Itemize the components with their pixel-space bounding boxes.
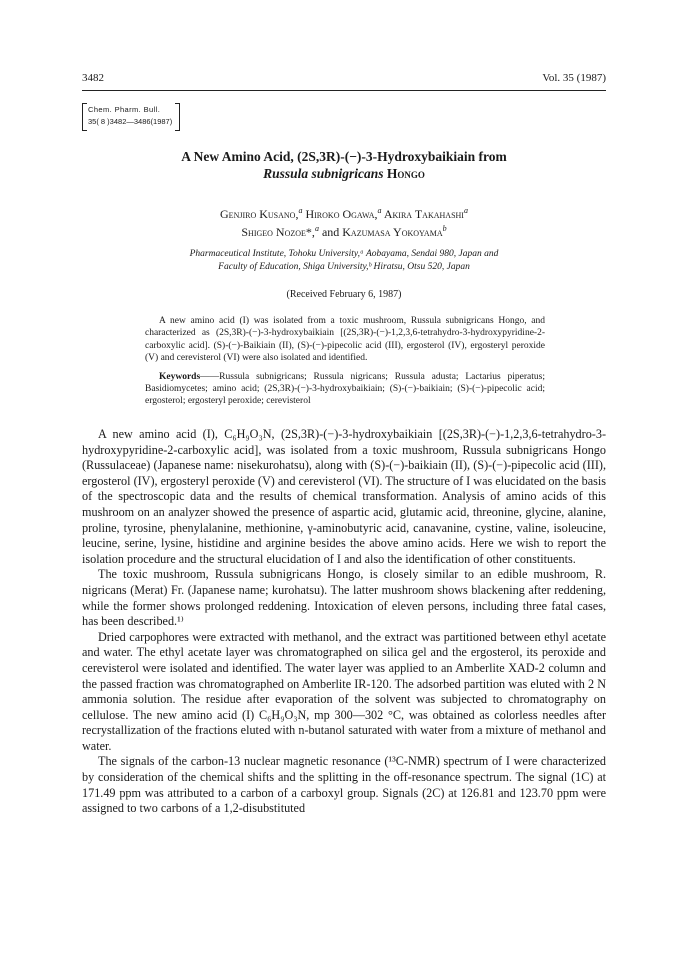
author-nozoe: Shigeo Nozoe*, — [241, 225, 315, 239]
body-paragraph-1: A new amino acid (I), C₆H₉O₃N, (2S,3R)-(−)-3-hydroxybaikiain [(2S,3R)-(−)-1,2,3,6-tetrahydro-3-hydroxypyridine-2-carboxylic acid], was isolated from a toxic mushroom, Russula subnigricans Hongo (Russulaceae) (Japanese name: nisekurohatsu), along with (S)-(−)-baikiain (II), (S)-(−)-pipecolic acid (III), ergosterol (IV), ergosteryl peroxide (V) and cerevisterol (VI). The structure of I was elucidated on the basis of the spectroscopic data and the results of chemical transformation. Analysis of amino acids of this mushroom on an analyzer showed the presence of aspartic acid, glutamic acid, threonine, glycine, alanine, proline, tyrosine, phenylalanine, methionine, γ-aminobutyric acid, canavanine, cystine, valine, isoleucine, leucine, serine, lysine, histidine and arginine besides the above amino acids. Here we wish to report the isolation procedure and the structural elucidation of I and also the identification of other constituents. — [82, 427, 606, 566]
author-list — [82, 205, 606, 241]
title-line-2 — [82, 165, 606, 182]
authors-line-2 — [82, 223, 606, 241]
author-takahashi-affil: a — [463, 206, 468, 215]
body-paragraph-4: The signals of the carbon-13 nuclear magnetic resonance (¹³C-NMR) spectrum of I were characterized by consideration of the chemical shifts and the splitting in the off-resonance spectrum. The signal (1C) at 171.49 ppm was attributed to a carbon of a carboxyl group. Signals (2C) at 126.81 and 123.70 ppm were assigned to two carbons of a 1,2-disubstituted — [82, 754, 606, 816]
title-species: Russula subnigricans — [263, 166, 384, 181]
body-paragraph-3: Dried carpophores were extracted with methanol, and the extract was partitioned between ethyl acetate and water. The ethyl acetate layer was chromatographed on silica gel and the ergosterol, its peroxide and cerevisterol were isolated and identified. The water layer was applied to an Amberlite XAD-2 column and the passed fraction was chromatographed on Amberlite IR-120. The adsorbed partition was eluted with 2 N ammonia solution. The residue after evaporation of the solvent was subjected to chromatography on cellulose. The new amino acid (I) C₆H₉O₃N, mp 300—302 °C, was obtained as colorless needles after recrystallization of the fractions eluted with n-butanol saturated with water from a mixture of methanol and water. — [82, 629, 606, 753]
authors-and: and — [321, 225, 340, 239]
page-number: 3482 — [82, 72, 104, 84]
received-date: (Received February 6, 1987) — [286, 289, 402, 300]
citation-left-bracket — [82, 103, 87, 131]
author-ogawa-affil: a — [377, 206, 382, 215]
body-paragraph-2: The toxic mushroom, Russula subnigricans Hongo, is closely similar to an edible mushroom, R. nigricans (Merat) Fr. (Japanese name; kurohatsu). The latter mushroom shows blackening after reddening, while the former shows prolonged reddening. Intoxication of eleven persons, including three fatal cases, has been described.¹⁾ — [82, 567, 606, 629]
citation-right-bracket — [175, 103, 180, 131]
author-ogawa: Hiroko Ogawa, — [305, 207, 378, 221]
affiliations — [82, 248, 606, 274]
keywords — [145, 371, 545, 408]
author-takahashi: Akira Takahashi — [383, 207, 464, 221]
author-yokoyama-affil: b — [442, 224, 447, 233]
title-species-author: Hongo — [386, 166, 425, 181]
author-kusano-affil: a — [298, 206, 303, 215]
author-yokoyama: Kazumasa Yokoyama — [342, 225, 443, 239]
abstract — [145, 315, 545, 408]
abstract-text: A new amino acid (I) was isolated from a toxic mushroom, Russula subnigricans Hongo, and characterized as (2S,3R)-(−)-3-hydroxybaikiain [(2S,3R)-(−)-1,2,3,6-tetrahydro-3-hydroxypyridine-2-carboxylic acid]. (S)-(−)-Baikiain (II), (S)-(−)-pipecolic acid (III), ergosterol (IV), ergosteryl peroxide (V) and cerevisterol (VI) were also isolated and identified. — [145, 316, 545, 364]
author-nozoe-affil: a — [314, 224, 319, 233]
paper-title — [82, 148, 606, 182]
keywords-label: Keywords — [159, 371, 201, 382]
affiliation-line-1: Pharmaceutical Institute, Tohoku University,ᵃ Aobayama, Sendai 980, Japan and — [189, 249, 499, 259]
title-line-1: A New Amino Acid, (2S,3R)-(−)-3-Hydroxybaikiain from — [181, 149, 507, 164]
citation-volume-pages: 35( 8 )3482—3486(1987) — [88, 117, 173, 126]
body-text — [82, 427, 606, 817]
citation-box — [82, 103, 180, 131]
volume-label: Vol. 35 (1987) — [542, 72, 606, 84]
affiliation-line-2: Faculty of Education, Shiga University,ᵇ Hiratsu, Otsu 520, Japan — [218, 262, 470, 272]
running-head — [82, 72, 606, 88]
authors-line-1 — [82, 205, 606, 223]
citation-journal: Chem. Pharm. Bull. — [88, 105, 161, 114]
keywords-list: ——Russula subnigricans; Russula nigricans; Russula adusta; Lactarius piperatus; Basidiomycetes; amino acid; (2S,3R)-(−)-3-hydroxybaikiain; (S)-(−)-baikiain; (S)-(−)-pipecolic acid; ergosterol; ergosteryl peroxide; cerevisterol — [145, 371, 545, 407]
author-kusano: Genjiro Kusano, — [220, 207, 299, 221]
header-rule — [82, 90, 606, 91]
